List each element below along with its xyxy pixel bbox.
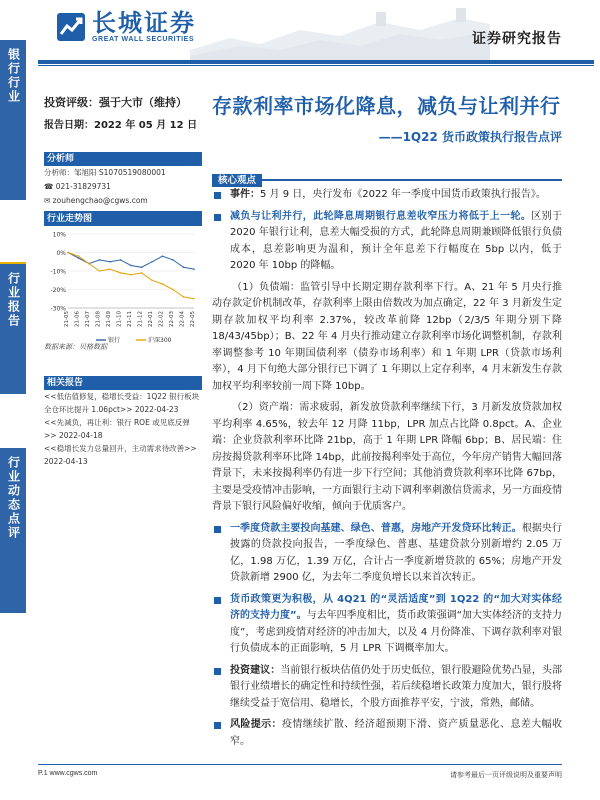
monetary-policy-paragraph: 货币政策更为积极，从 4Q21 的“灵活适度”到 1Q22 的“加大对实体经济的支持力度”。与去年四季度相比，货币政策强调“加大实体经济的支持力度”，考虑到疫情对经济的冲击加大，以及 4 月份降准、下调存款利率对银行负债成本的正面影响，5 月 LPR 下调概率加大。: [212, 592, 562, 658]
data-point: [141, 267, 143, 269]
data-point: [183, 296, 185, 298]
data-point: [78, 255, 80, 257]
data-point: [120, 272, 122, 274]
data-point: [162, 255, 164, 257]
related-report-item[interactable]: <<先减负，再让利：银行 ROE 或见底反弹>> 2022-04-18: [44, 418, 190, 440]
x-tick-label: 21-09: [106, 311, 112, 327]
liability-side-paragraph: （1）负债端：监管引导中长期定期存款利率下行。A、21 年 5 月央行推动存款定价机制改革，存款利率上限由倍数改为加点确定，22 年 3 月新发生定期存款加权平均利率 2.37%，较改革前降 12bp（2/3/5 年期分别下降 18/43/45bp）；B、22 年 4 月央行推动建立存款利率市场化调整机制，存款利率调整参考 10 年期国债利率（债券市场利率）和 1 年期 LPR（贷款市场利率），4 月下旬绝大部分银行已下调了 1 年期以上定存利率，4 月末新发生存款加权平均利率较前一周下降 10bp。: [212, 281, 562, 392]
analyst-box: [44, 152, 202, 212]
data-point: [151, 279, 153, 281]
loan-allocation-paragraph: 一季度贷款主要投向基建、绿色、普惠，房地产开发贷环比转正。根据央行披露的贷款投向报告，一季度绿色、普惠、基建贷款分别新增约 2.05 万亿，1.98 万亿，1.39 万亿，合计占一季度新增贷款的 65%；房地产开发贷款新增 2900 亿，为去年二季度负增长以来首次转正。: [212, 521, 562, 587]
report-date: 报告日期：2022 年 05 月 12 日: [44, 120, 198, 131]
y-tick-label: -30%: [50, 305, 66, 313]
footer-divider: [38, 764, 562, 765]
x-tick-label: 22-05: [190, 311, 196, 327]
data-point: [183, 267, 185, 269]
side-tab-industry: 银行行业: [0, 40, 26, 200]
legend-label: 银行: [108, 337, 121, 344]
data-point: [88, 263, 90, 265]
core-views-title-bar: [212, 168, 562, 186]
data-point: [172, 289, 174, 291]
x-tick-label: 21-10: [116, 311, 123, 327]
data-point: [193, 298, 195, 300]
phone-icon: ☎: [44, 182, 56, 191]
logo-chinese-name: 长城证券: [92, 8, 196, 37]
side-tab-report-type: 行业报告: [0, 264, 26, 394]
series-line-银行: [68, 253, 194, 270]
x-tick-label: 21-11: [127, 311, 133, 327]
header-divider: [38, 60, 594, 64]
analyst-email[interactable]: ✉ zouhengchao@cgws.com: [44, 196, 148, 205]
investment-rating: 投资评级：强于大市（维持）: [44, 96, 187, 109]
analyst-name: 分析师：邹旭阳 S1070519080001: [44, 168, 166, 177]
x-tick-label: 21-07: [85, 311, 91, 327]
burden-relief-paragraph: 减负与让利并行，此轮降息周期银行息差收窄压力将低于上一轮。区别于 2020 年银行让利，息差大幅受损的方式，此轮降息周期兼顾降低银行负债成本，息差影响更为温和，预计全年息差下行幅度在 5bp 以内，低于 2020 年 10bp 的降幅。: [212, 209, 562, 275]
data-point: [109, 268, 111, 270]
x-tick-label: 22-03: [169, 311, 175, 327]
x-tick-label: 22-04: [179, 311, 186, 327]
data-point: [151, 261, 153, 263]
y-tick-label: 0%: [56, 250, 66, 257]
data-point: [193, 268, 195, 270]
related-reports-box: [44, 376, 202, 468]
y-tick-label: -20%: [50, 287, 66, 294]
report-header: [0, 0, 600, 76]
data-point: [99, 259, 101, 261]
risk-warning-paragraph: 风险提示：疫情继续扩散、经济超预期下滑、资产质量恶化、息差大幅收窄。: [212, 717, 562, 750]
data-point: [162, 283, 164, 285]
footer-website[interactable]: P.1 www.cgws.com: [38, 770, 98, 777]
related-report-item[interactable]: <<稳增长发力总量回升，主动需求待改善>> 2022-04-13: [44, 444, 197, 466]
core-views-section: [212, 168, 562, 755]
logo-english-name: GREAT WALL SECURITIES: [92, 36, 195, 43]
industry-trend-chart: [44, 226, 202, 346]
x-tick-label: 22-01: [148, 311, 154, 327]
company-logo: [56, 10, 196, 43]
page-title: 存款利率市场化降息，减负与让利并行: [212, 94, 561, 118]
footer-disclaimer: 请参考最后一页评级说明及重要声明: [450, 771, 562, 779]
page-subtitle: ——1Q22 货币政策执行报告点评: [378, 130, 562, 144]
x-tick-label: 21-06: [74, 311, 81, 327]
legend-label: 沪深300: [148, 337, 172, 344]
asset-side-paragraph: （2）资产端：需求疲弱，新发放贷款利率继续下行，3 月新发放贷款加权平均利率 4.65%，较去年 12 月降 11bp，LPR 加点占比降 0.8pct。A、企业端：企业贷款利率环比降 21bp，高于 1 年期 LPR 降幅 6bp；B、居民端：住房按揭贷款利率环比降 14bp，此前按揭利率处于高位，今年房产销售大幅回落背景下，未来按揭利率仍有进一步下行空间；其他消费贷款利率环比降 67bp，主要是受疫情冲击影响，一方面银行主动下调利率刺激信贷需求，另一方面疫情背景下银行风险偏好收缩，倾向于优质客户。: [212, 402, 562, 512]
trend-box-title: 行业走势图: [44, 212, 202, 226]
logo-emblem-icon: [56, 12, 86, 42]
event-paragraph: 事件：5 月 9 日，央行发布《2022 年一季度中国货币政策执行报告》。: [212, 187, 562, 204]
x-tick-label: 21-05: [64, 311, 70, 327]
investment-advice-paragraph: 投资建议：当前银行板块估值仍处于历史低位，银行股避险优势凸显，头部银行业绩增长的确定性和持续性强，若后续稳增长政策力度加大，银行股将继续受益于宽信用、稳增长，个股方面推荐平安，宁波，常熟，邮储。: [212, 663, 562, 713]
data-point: [120, 259, 122, 261]
data-point: [141, 272, 143, 274]
data-point: [99, 270, 101, 272]
y-tick-label: 10%: [52, 231, 66, 239]
data-point: [67, 252, 69, 254]
data-point: [130, 274, 132, 276]
analyst-phone: ☎ 021-31829731: [44, 182, 111, 191]
data-point: [130, 265, 132, 267]
header-divider-thin: [38, 65, 594, 66]
x-tick-label: 22-02: [158, 311, 165, 327]
x-tick-label: 21-08: [95, 311, 102, 327]
email-icon: ✉: [44, 196, 53, 205]
y-tick-label: -10%: [50, 268, 66, 276]
industry-trend-box: [44, 212, 202, 346]
series-line-沪深300: [68, 253, 194, 299]
data-point: [109, 261, 111, 263]
core-views-title: 核心观点: [212, 174, 262, 187]
x-tick-label: 21-12: [137, 311, 144, 327]
chart-data-source: 数据来源：贝格数据: [44, 343, 107, 351]
data-point: [78, 257, 80, 259]
related-box-title: 相关报告: [44, 376, 202, 390]
data-point: [172, 259, 174, 261]
side-tab-report-subtype: 行业动态点评: [0, 448, 26, 613]
great-wall-illustration: [190, 0, 490, 62]
related-report-item[interactable]: <<低估值修复，稳增长受益：1Q22 银行板块全仓环比提升 1.06pct>> 2022-04-23: [44, 392, 200, 414]
report-type-label: 证券研究报告: [472, 31, 562, 47]
analyst-box-title: 分析师: [44, 152, 202, 166]
